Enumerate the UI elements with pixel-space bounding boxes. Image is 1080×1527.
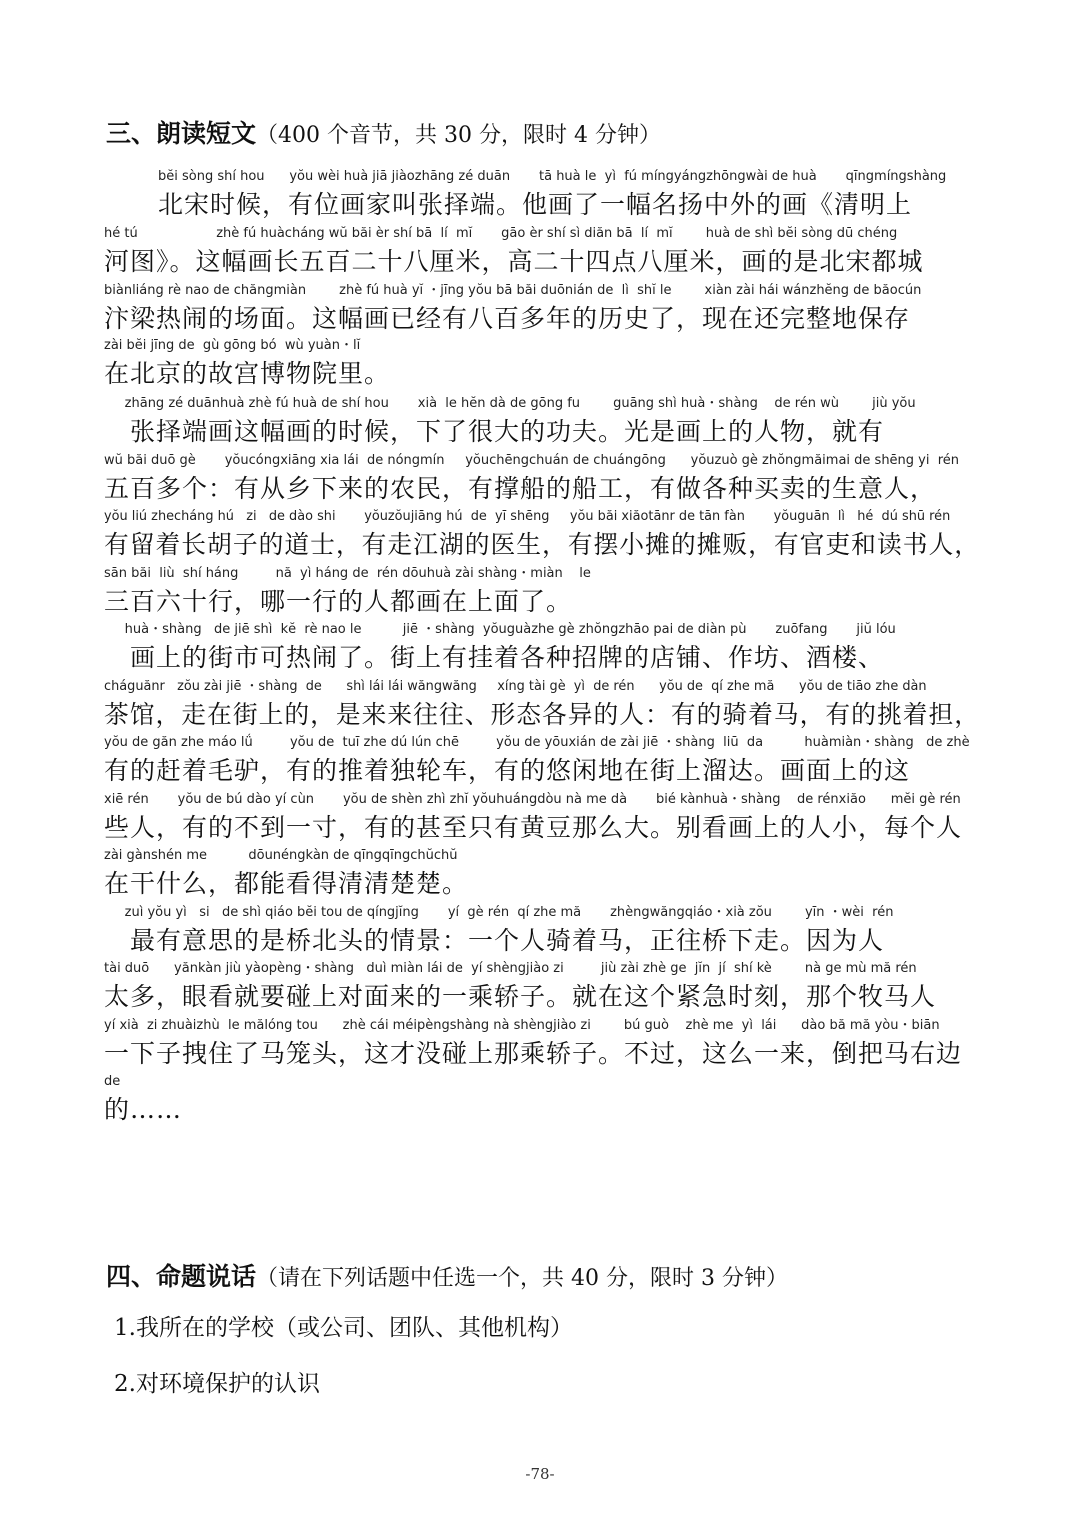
chinese-text: 汴梁热闹的场面。这幅画已经有八百多年的历史了，现在还完整地保存	[104, 304, 911, 333]
pinyin-annotation: xiē rén yŏu de bú dào yí cùn yŏu de shèn zhì zhĭ yŏuhuángdòu nà me dà bié kànhuà・shàng de rénxiăo mĕi gè rén	[104, 792, 961, 807]
topic-item: 2.对环境保护的认识	[114, 1371, 320, 1397]
passage-line	[104, 676, 988, 732]
chinese-text: 些人，有的不到一寸，有的甚至只有黄豆那么大。别看画上的人小，每个人	[104, 813, 963, 842]
pinyin-annotation: zhāng zé duānhuà zhè fú huà de shí hou xià le hĕn dà de gōng fu guāng shì huà・shàng de rén wù jiù yŏu	[104, 396, 916, 411]
pinyin-annotation: zài gànshén me dōunéngkàn de qīngqīngchŭchŭ	[104, 848, 458, 863]
passage-line	[104, 958, 936, 1014]
passage-line	[104, 1071, 182, 1127]
passage-line	[104, 789, 962, 845]
chinese-text: 画上的街市可热闹了。街上有挂着各种招牌的店铺、作坊、酒楼、	[104, 643, 885, 672]
passage-line	[104, 732, 970, 788]
passage-line	[104, 619, 896, 675]
chinese-text: 三百六十行，哪一行的人都画在上面了。	[104, 587, 573, 616]
pinyin-annotation: wŭ băi duō gè yŏucóngxiāng xia lái de nóngmín yŏuchēngchuán de chuángōng yŏuzuò gè zhŏngmăimai de shēng yi rén	[104, 453, 960, 468]
section-four-title	[106, 1261, 788, 1295]
passage-line	[104, 280, 921, 336]
pinyin-annotation: sān băi liù shí háng nă yì háng de rén dōuhuà zài shàng・miàn le	[104, 566, 591, 581]
pinyin-annotation: yŏu liú zhecháng hú zi de dào shi yŏuzŏujiāng hú de yī shēng yŏu băi xiăotānr de tān fàn yŏuguān lì hé dú shū rén	[104, 509, 951, 524]
chinese-text: 五百多个：有从乡下来的农民，有撑船的船工，有做各种买卖的生意人，	[104, 474, 937, 503]
passage-line	[104, 506, 988, 562]
passage-line	[104, 845, 468, 901]
chinese-text: 河图》。这幅画长五百二十八厘米，高二十四点八厘米，画的是北宋都城	[104, 247, 924, 276]
topic-item: 1.我所在的学校（或公司、团队、其他机构）	[114, 1315, 573, 1341]
section-three-note: （400 个音节，共 30 分，限时 4 分钟）	[256, 123, 661, 148]
pinyin-annotation: huà・shàng de jiē shì kĕ rè nao le jiē ・shàng yŏuguàzhe gè zhŏngzhāo pai de diàn pù zuōfang jiŭ lóu	[104, 622, 896, 637]
section-four-heading: 四、命题说话	[106, 1262, 257, 1291]
pinyin-annotation: yí xià zi zhuàizhù le mălóng tou zhè cái méipèngshàng nà shèngjiào zi bú guò zhè me yì lái dào bă mă yòu・biān	[104, 1018, 940, 1033]
page-number: -78-	[525, 1465, 555, 1483]
passage-line	[104, 335, 390, 391]
passage-line	[158, 166, 946, 222]
passage-line	[104, 563, 591, 619]
passage-line	[104, 1015, 962, 1071]
passage-line	[104, 223, 924, 279]
chinese-text: 在干什么，都能看得清清楚楚。	[104, 869, 469, 898]
section-three-title	[106, 118, 661, 152]
section-three-heading: 三、朗读短文	[106, 119, 257, 148]
pinyin-annotation: hé tú zhè fú huàcháng wŭ băi èr shí bā lí mĭ gāo èr shí sì diăn bā lí mĭ huà de shì bĕi sòng dū chéng	[104, 226, 898, 241]
passage-line	[104, 393, 916, 449]
chinese-text: 有的赶着毛驴，有的推着独轮车，有的悠闲地在街上溜达。画面上的这	[104, 756, 911, 785]
pinyin-annotation: cháguănr zŏu zài jiē ・shàng de shì lái lái wăngwăng xíng tài gè yì de rén yŏu de qí zhe mă yŏu de tiāo zhe dàn	[104, 679, 927, 694]
chinese-text: 张择端画这幅画的时候，下了很大的功夫。光是画上的人物，就有	[104, 417, 885, 446]
passage-line	[104, 902, 893, 958]
pinyin-annotation: de	[104, 1074, 121, 1089]
chinese-text: 一下子拽住了马笼头，这才没碰上那乘轿子。不过，这么一来，倒把马右边	[104, 1039, 963, 1068]
chinese-text: 太多，眼看就要碰上对面来的一乘轿子。就在这个紧急时刻，那个牧马人	[104, 982, 937, 1011]
chinese-text: 有留着长胡子的道士，有走江湖的医生，有摆小摊的摊贩，有官吏和读书人，	[104, 530, 981, 559]
chinese-text: 的……	[104, 1095, 183, 1124]
pinyin-annotation: bĕi sòng shí hou yŏu wèi huà jiā jiàozhāng zé duān tā huà le yì fú míngyángzhōngwài de huà qīngmíngshàng	[158, 169, 947, 184]
passage-line	[104, 450, 959, 506]
section-four-note: （请在下列话题中任选一个，共 40 分，限时 3 分钟）	[256, 1266, 788, 1291]
pinyin-annotation: yŏu de găn zhe máo lǘ yŏu de tuī zhe dú lún chē yŏu de yōuxián de zài jiē ・shàng liū da huàmiàn・shàng de zhè	[104, 735, 970, 750]
pinyin-annotation: tài duō yănkàn jiù yàopèng・shàng duì miàn lái de yí shèngjiào zi jiù zài zhè ge jĭn jí shí kè nà ge mù mă rén	[104, 961, 917, 976]
chinese-text: 北宋时候，有位画家叫张择端。他画了一幅名扬中外的画《清明上	[158, 190, 913, 219]
chinese-text: 茶馆，走在街上的，是来来往往、形态各异的人：有的骑着马，有的挑着担，	[104, 700, 981, 729]
chinese-text: 在北京的故宫博物院里。	[104, 359, 391, 388]
pinyin-annotation: zuì yŏu yì si de shì qiáo bĕi tou de qíngjĭng yí gè rén qí zhe mă zhèngwăngqiáo・xià zŏu yīn ・wèi rén	[104, 905, 894, 920]
pinyin-annotation: zài bĕi jīng de gù gōng bó wù yuàn・lĭ	[104, 338, 361, 353]
pinyin-annotation: biànliáng rè nao de chăngmiàn zhè fú huà yĭ ・jīng yŏu bā băi duōnián de lì shĭ le xiàn zài hái wánzhĕng de băocún	[104, 283, 922, 298]
chinese-text: 最有意思的是桥北头的情景：一个人骑着马，正往桥下走。因为人	[104, 926, 885, 955]
